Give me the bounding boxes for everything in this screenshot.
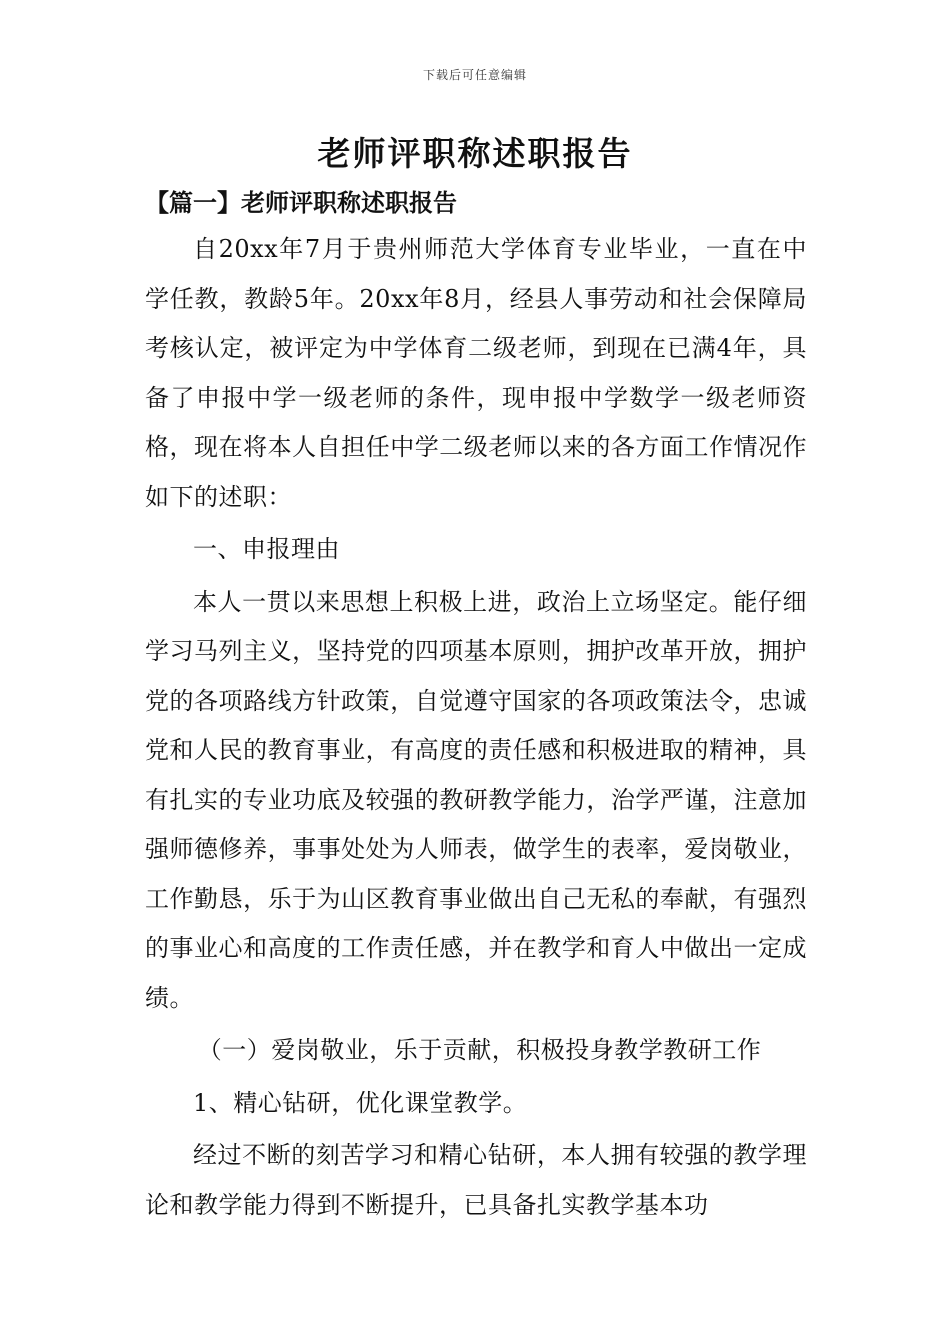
section-heading: 【篇一】老师评职称述职报告 — [145, 188, 457, 217]
paragraph-heading-reason: 一、申报理由 — [193, 535, 340, 563]
header-note: 下载后可任意编辑 — [422, 68, 527, 82]
paragraph-item-1: 1、精心钻研，优化课堂教学。 — [193, 1088, 528, 1117]
paragraph-subheading-dedication: （一）爱岗敬业，乐于贡献，积极投身教学教研工作 — [197, 1036, 762, 1064]
document-title: 老师评职称述职报告 — [317, 134, 633, 173]
document-body — [145, 225, 807, 1233]
paragraph-intro: 自20xx年7月于贵州师范大学体育专业毕业，一直在中学任教，教龄5年。20xx年8月，经县人事劳动和社会保障局考核认定，被评定为中学体育二级老师，到现在已满4年，具备了申报中学一级老师的条件，现申报中学数学一级老师资格，现在将本人自担任中学二级老师以来的各方面工作情况作如下的述职： — [145, 235, 807, 511]
paragraph-ideology: 本人一贯以来思想上积极上进，政治上立场坚定。能仔细学习马列主义，坚持党的四项基本原则，拥护改革开放，拥护党的各项路线方针政策，自觉遵守国家的各项政策法令，忠诚党和人民的教育事业，有高度的责任感和积极进取的精神，具有扎实的专业功底及较强的教研教学能力，治学严谨，注意加强师德修养，事事处处为人师表，做学生的表率，爱岗敬业，工作勤恳，乐于为山区教育事业做出自己无私的奉献，有强烈的事业心和高度的工作责任感，并在教学和育人中做出一定成绩。 — [145, 587, 807, 1012]
paragraph-teaching: 经过不断的刻苦学习和精心钻研，本人拥有较强的教学理论和教学能力得到不断提升，已具备扎实教学基本功 — [145, 1141, 807, 1219]
